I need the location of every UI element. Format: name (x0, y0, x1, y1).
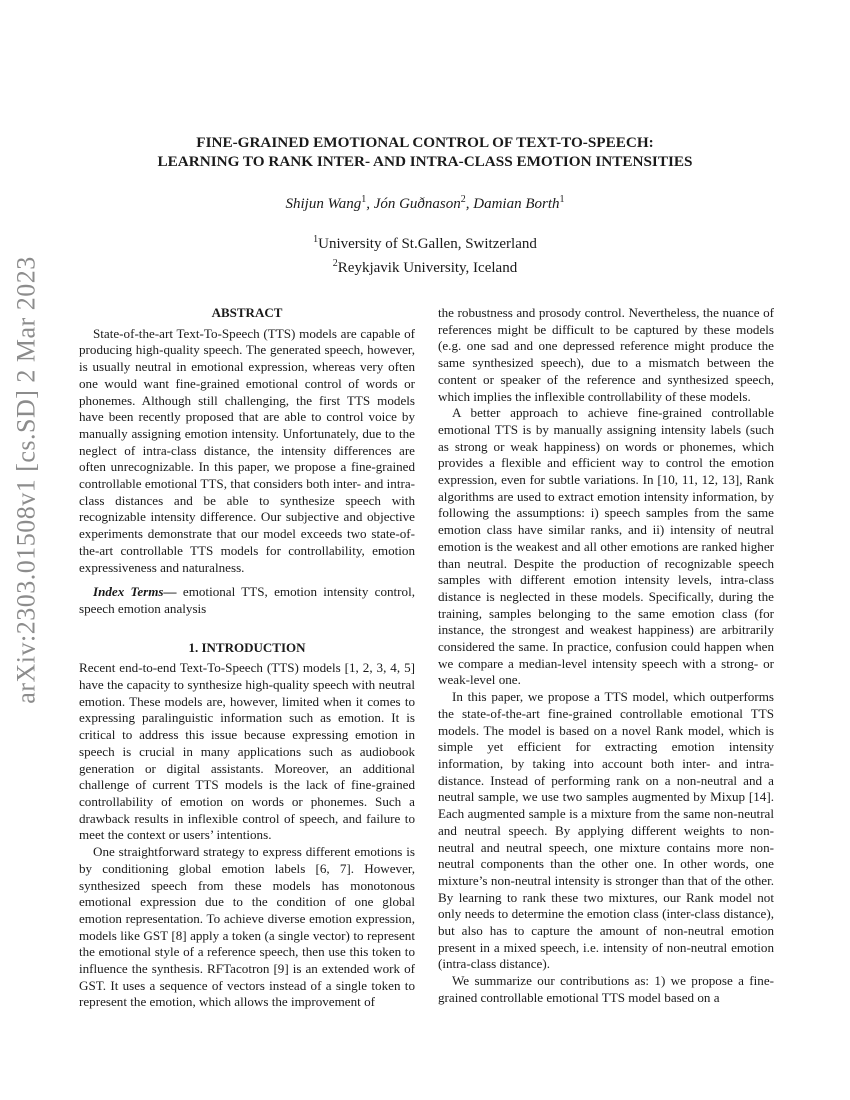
title-line-1: FINE-GRAINED EMOTIONAL CONTROL OF TEXT-TO-SPEECH: (196, 134, 654, 151)
author-affil-mark: 2 (460, 194, 466, 205)
index-terms-label: Index Terms— (93, 584, 177, 600)
affil-name: University of St.Gallen, Switzerland (318, 236, 537, 252)
index-terms (79, 584, 415, 617)
intro-heading: 1. INTRODUCTION (188, 639, 306, 655)
intro-paragraph-2: One straightforward strategy to express different emotions is by conditioning global emotion labels [6, 7]. However, synthesized speech from these models has monotonous emotional expression due to the condition of one global emotion representation. To achieve diverse emotion expression, models like GST [8] apply a token (a single vector) to represent the emotional style of a reference speech, then use this token to influence the synthesis. RFTacotron [9] is an extended work of GST. It uses a sequence of vectors instead of a single token to represent the emotion, which allows the improvement of (79, 844, 415, 1010)
arxiv-sidebar-stamp (2, 256, 52, 704)
intro-paragraph-1: Recent end-to-end Text-To-Speech (TTS) models [1, 2, 3, 4, 5] have the capacity to synthesize high-quality speech with neutral emotion. These models are, however, limited when it comes to expressing paralinguistic information such as emotion. It is critical to address this issue because expressing emotion in speech is crucial in many applications such as audiobook generation or digital assistants. Moreover, an additional challenge of current TTS models is the lack of fine-grained controllability of emotion on words or phonemes. Such a drawback results in inflexible control of speech, and failure to meet the context or users’ intentions. (79, 660, 415, 843)
title-line-2: LEARNING TO RANK INTER- AND INTRA-CLASS EMOTION INTENSITIES (157, 153, 693, 170)
left-column (79, 305, 415, 1011)
author-affil-mark: 1 (559, 194, 565, 205)
arxiv-stamp-text: arXiv:2303.01508v1 [cs.SD] 2 Mar 2023 (12, 256, 42, 704)
affiliation-list (80, 230, 770, 278)
affil-name: Reykjavik University, Iceland (337, 260, 518, 276)
intro-paragraph-5: We summarize our contributions as: 1) we propose a fine-grained controllable emotional TTS model based on a (438, 973, 774, 1005)
affil-mark: 2 (332, 258, 338, 269)
author-name: Jón Guðnason (373, 196, 461, 212)
paper-title (80, 133, 770, 171)
abstract-body: State-of-the-art Text-To-Speech (TTS) models are capable of producing high-quality speech. The generated speech, however, is usually neutral in emotional expression, whereas very often one would want fine-grained emotional control of words or phonemes. Although still challenging, the first TTS models have been recently proposed that are able to control voice by manually assigning emotion intensity. Unfortunately, due to the neglect of intra-class distance, the intensity differences are often unrecognizable. In this paper, we propose a fine-grained controllable emotional TTS, that considers both inter- and intra-class distances and be able to synthesize speech with recognizable intensity difference. Our subjective and objective experiments demonstrate that our model exceeds two state-of-the-art controllable TTS models for controllability, emotion expressiveness and naturalness. (79, 325, 415, 575)
affiliation (80, 254, 770, 278)
author-affil-mark: 1 (361, 194, 367, 205)
right-column (438, 305, 774, 1007)
affiliation (80, 230, 770, 254)
intro-paragraph-3: A better approach to achieve fine-grained controllable emotional TTS is by manually assigning intensity labels (such as strong or weak happiness) on words or phonemes, which provides a flexible and efficient way to control the emotion expression, even for subtle variations. In [10, 11, 12, 13], Rank algorithms are used to extract emotion intensity information, by following the assumptions: i) speech samples from the same emotion class have similar ranks, and ii) intensity of neutral emotion is the weakest and all other emotions are ranked higher than neutral. Despite the production of recognizable speech samples with different emotion intensity levels, intra-class distance is neglected in these models. Specifically, during the training, samples belonging to the same emotion class (for instance, the strongest and weakest happiness) are arbitrarily considered the same. In practice, confusion could happen when we compare a median-level intensity speech with a strong- or weak-level one. (438, 405, 774, 688)
abstract-heading: ABSTRACT (211, 305, 283, 320)
intro-paragraph-4: In this paper, we propose a TTS model, which outperforms the state-of-the-art fine-grained controllable emotional TTS models. The model is based on a novel Rank model, which is simple yet efficient for extracting emotion intensity information, by taking into account both inter- and intra-distance. Instead of performing rank on a non-neutral and a neutral sample, we use two samples augmented by Mixup [14]. Each augmented sample is a mixture from the same non-neutral and neutral speech. By applying different weights to non-neutral and neutral speech, one mixture contains more non-neutral components than the other one. In other words, one mixture’s non-neutral intensity is stronger than that of the other. By learning to rank these two mixtures, our Rank model not only needs to determine the emotion class (inter-class distance), but also has to capture the amount of non-neutral emotion present in a mixed speech, i.e. intensity of non-neutral emotion (intra-class distance). (438, 689, 774, 972)
affil-mark: 1 (313, 234, 319, 245)
author-name: Shijun Wang (285, 196, 362, 212)
author-name: Damian Borth (473, 196, 560, 212)
author-list: Shijun Wang$^1$, Jón Guðnason$^2$, Damian Borth$^1$ (285, 194, 565, 212)
intro-paragraph-2-continued: the robustness and prosody control. Nevertheless, the nuance of references might be difficult to be captured by these models (e.g. one sad and one depressed reference might produce the same synthesized speech), due to a mismatch between the content or speaker of the reference and synthesized speech, which implies the inflexible controllability of these models. (438, 305, 774, 404)
index-terms-text: emotional TTS, emotion intensity control, speech emotion analysis (79, 584, 415, 616)
